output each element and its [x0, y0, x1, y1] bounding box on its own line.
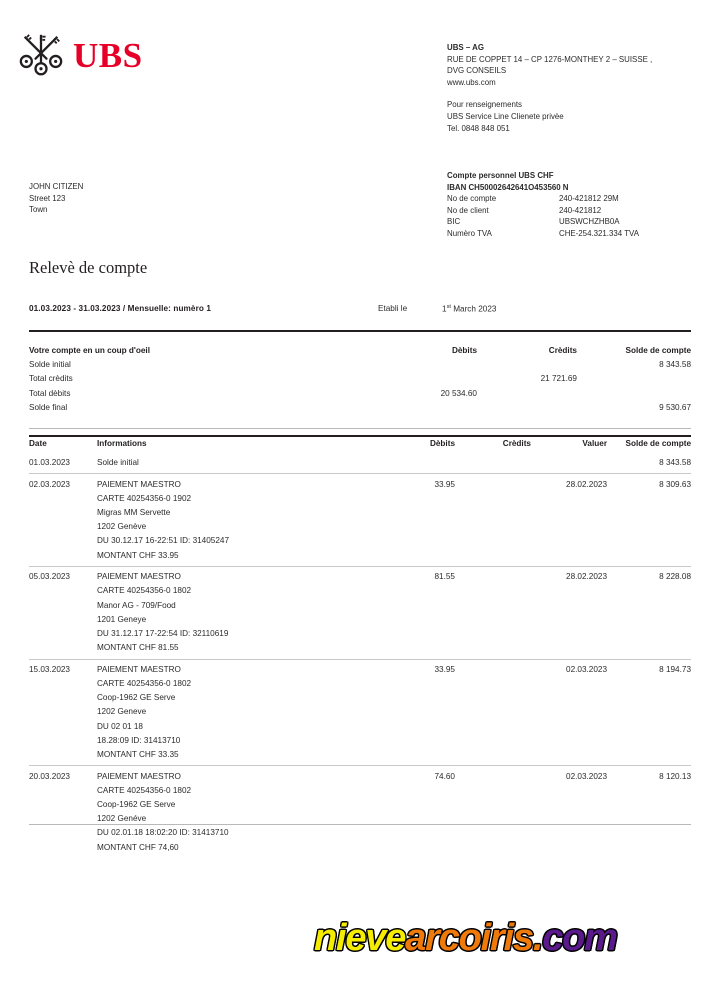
summary-row-credit: 21 721.69: [540, 374, 577, 384]
statement-period-row: [29, 304, 691, 313]
established-day-suffix: st: [446, 304, 451, 310]
transaction-information-line: DU 31.12.17 17-22:54 ID: 32110619: [97, 628, 229, 638]
transaction-information-line: 1202 Genève: [97, 522, 147, 532]
bic-label: BIC: [447, 217, 461, 226]
spacer: [447, 88, 712, 99]
account-detail-row: [447, 205, 715, 217]
transaction-balance: 8 309.63: [659, 479, 691, 489]
transaction-information-line: PAIEMENT MAESTRO: [97, 572, 181, 582]
bank-address-line-1: RUE DE COPPET 14 – CP 1276-MONTHEY 2 – SUISSE ,: [447, 54, 653, 64]
summary-title: Votre compte en un coup d'oeil: [29, 346, 150, 355]
watermark-part-2: arcoiris.: [405, 917, 543, 959]
transaction-information-line: DU 30.12.17 16-22:51 ID: 31405247: [97, 536, 230, 546]
summary-row-label: Total dèbits: [29, 388, 71, 398]
summary-row: [29, 360, 691, 374]
transaction-information-line: Manor AG - 709/Food: [97, 600, 176, 610]
col-header-valeur: Valuer: [582, 439, 607, 448]
summary-row-label: Solde initial: [29, 360, 71, 370]
transaction-information-line: DU 02.01.18 18:02:20 ID: 31413710: [97, 828, 229, 838]
transaction-information-line: Coop-1962 GE Serve: [97, 799, 176, 809]
transaction-date: 15.03.2023: [29, 664, 70, 674]
table-row: [29, 765, 691, 858]
ubs-wordmark: UBS: [73, 35, 143, 75]
client-number-value: 240-421812: [559, 205, 602, 215]
bank-name: UBS – AG: [447, 43, 484, 52]
transaction-information-line: 1202 Geneve: [97, 707, 147, 717]
transaction-information-line: MONTANT CHF 33.95: [97, 550, 179, 560]
transaction-information-line: PAIEMENT MAESTRO: [97, 479, 181, 489]
transaction-debit: 33.95: [434, 479, 455, 489]
col-header-debits: Dèbits: [429, 439, 455, 448]
account-type-title: Compte personnel UBS CHF: [447, 171, 554, 180]
established-label: Etabli le: [378, 304, 408, 313]
transaction-balance: 8 194.73: [659, 664, 691, 674]
divider-below-summary: [29, 428, 691, 429]
transaction-information-line: MONTANT CHF 33.35: [97, 749, 179, 759]
account-detail-row: [447, 228, 715, 240]
page-title: Relevè de compte: [29, 258, 148, 277]
summary-row-balance: 9 530.67: [659, 402, 691, 412]
account-number-value: 240-421812 29M: [559, 194, 619, 203]
watermark-part-1: nieve: [314, 917, 406, 959]
info-phone: Tel. 0848 848 051: [447, 123, 510, 133]
transaction-information-line: CARTE 40254356-0 1802: [97, 586, 192, 596]
bank-website: www.ubs.com: [447, 77, 496, 87]
col-header-information: Informations: [97, 439, 147, 448]
recipient-name: JOHN CITIZEN: [29, 182, 84, 191]
summary-header-balance: Solde de compte: [625, 346, 691, 355]
account-detail-row: [447, 216, 715, 228]
table-row: [29, 452, 691, 473]
table-row: [29, 659, 691, 766]
summary-row-debit: 20 534.60: [440, 388, 477, 398]
transaction-information-line: CARTE 40254356-0 1802: [97, 785, 192, 795]
info-title: Pour renseignements: [447, 100, 523, 110]
transactions-body: [29, 452, 691, 858]
established-day: 1: [442, 304, 447, 314]
summary-row-balance: 8 343.58: [659, 360, 691, 370]
transaction-information-line: 1201 Geneye: [97, 614, 147, 624]
transaction-date: 01.03.2023: [29, 458, 70, 467]
summary-row-label: Solde final: [29, 402, 68, 412]
transaction-balance: 8 120.13: [659, 771, 691, 781]
transaction-valeur-date: 28.02.2023: [566, 479, 607, 489]
transaction-information-line: PAIEMENT MAESTRO: [97, 771, 181, 781]
transaction-information-line: 18.28:09 ID: 31413710: [97, 735, 181, 745]
period-range: 01.03.2023 - 31.03.2023 / Mensuelle: numèro 1: [29, 304, 211, 313]
established-date: [442, 304, 496, 314]
established-month-year: March 2023: [453, 304, 497, 314]
col-header-credits: Crèdits: [502, 439, 531, 448]
summary-row: [29, 389, 691, 403]
transaction-information-line: Migras MM Servette: [97, 507, 171, 517]
summary-row: [29, 403, 691, 417]
account-info-block: [447, 170, 715, 239]
summary-row: [29, 374, 691, 388]
transaction-valeur-date: 02.03.2023: [566, 771, 607, 781]
transaction-information-line: 1202 Genéve: [97, 814, 147, 824]
transaction-information: [97, 770, 363, 855]
transaction-valeur-date: 02.03.2023: [566, 664, 607, 674]
transaction-information-line: Solde initial: [97, 458, 139, 467]
transaction-information-line: DU 02 01 18: [97, 721, 143, 731]
summary-header-debits: Dèbits: [451, 346, 477, 355]
transaction-information-line: MONTANT CHF 74,60: [97, 842, 179, 852]
recipient-address: [29, 181, 83, 216]
recipient-town: Town: [29, 205, 48, 215]
account-iban: IBAN CH50002642641O453560 N: [447, 182, 569, 192]
transaction-date: 02.03.2023: [29, 479, 70, 489]
bank-address-line-2: DVG CONSEILS: [447, 66, 507, 76]
table-row: [29, 473, 691, 566]
summary-header-row: [29, 346, 691, 360]
vat-number-value: CHE-254.321.334 TVA: [559, 228, 639, 238]
transaction-date: 20.03.2023: [29, 771, 70, 781]
watermark-nievearcoiris: [314, 919, 617, 957]
divider-above-transactions: [29, 435, 691, 437]
transactions-header-row: [29, 439, 691, 452]
vat-number-label: Numèro TVA: [447, 228, 492, 238]
client-number-label: No de client: [447, 205, 489, 215]
transaction-information-line: CARTE 40254356-0 1802: [97, 678, 192, 688]
transaction-information: [97, 456, 363, 470]
transaction-valeur-date: 28.02.2023: [566, 572, 607, 582]
transaction-information-line: Coop-1962 GE Serve: [97, 693, 176, 703]
account-detail-row: [447, 193, 715, 205]
transaction-debit: 81.55: [434, 572, 455, 582]
transaction-information-line: CARTE 40254356-0 1902: [97, 493, 192, 503]
transaction-information-line: MONTANT CHF 81.55: [97, 643, 179, 653]
transaction-information: [97, 663, 363, 762]
divider-above-summary: [29, 330, 691, 332]
summary-header-credits: Crèdits: [548, 346, 577, 355]
col-header-balance: Solde de compte: [625, 439, 691, 448]
bic-value: UBSWCHZHB0A: [559, 217, 620, 226]
ubs-logo: [18, 33, 143, 77]
account-number-label: No de compte: [447, 194, 497, 203]
col-header-date: Date: [29, 439, 47, 448]
transaction-information-line: PAIEMENT MAESTRO: [97, 664, 181, 674]
transaction-balance: 8 228.08: [659, 572, 691, 582]
transactions-table: [29, 439, 691, 858]
transaction-date: 05.03.2023: [29, 572, 70, 582]
watermark-part-3: com: [542, 917, 617, 959]
info-service-line: UBS Service Line Clienete privèe: [447, 111, 564, 121]
table-row: [29, 566, 691, 659]
transaction-debit: 33.95: [434, 664, 455, 674]
transaction-information: [97, 570, 363, 655]
bank-address-block: [447, 42, 712, 134]
transaction-information: [97, 478, 363, 563]
transaction-balance: 8 343.58: [659, 458, 691, 467]
summary-section: [29, 346, 691, 417]
transaction-debit: 74.60: [434, 771, 455, 781]
ubs-three-keys-icon: [18, 33, 64, 77]
recipient-street: Street 123: [29, 193, 66, 203]
summary-row-label: Total crèdits: [29, 374, 73, 384]
